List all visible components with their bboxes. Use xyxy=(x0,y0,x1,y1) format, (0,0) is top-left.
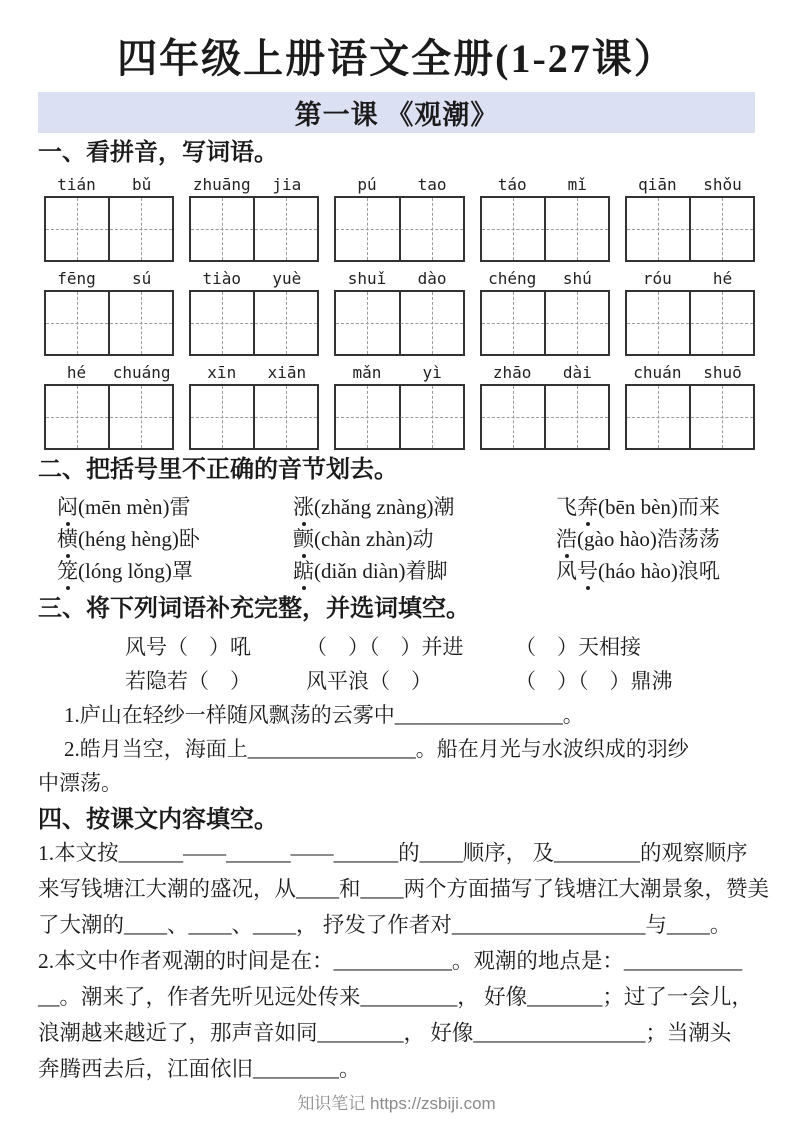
writing-grid-box xyxy=(625,384,755,450)
pinyin-label: fēng xyxy=(57,269,96,288)
syllable-row xyxy=(57,555,755,587)
grid-cell xyxy=(108,386,172,448)
pinyin-label: dào xyxy=(417,269,447,288)
grid-cell xyxy=(399,292,463,354)
grid-cell xyxy=(627,292,689,354)
grid-cell xyxy=(191,386,253,448)
grid-cell xyxy=(689,386,753,448)
emphasized-char: 涨 xyxy=(293,491,314,523)
section1-heading: 一、看拼音，写词语。 xyxy=(38,140,278,166)
pinyin-label: qiān xyxy=(638,175,677,194)
question-line: 了大潮的____、____、____， 抒发了作者对__________________与____。 xyxy=(38,913,732,937)
completion-phrase: （ ）（ ）并进 xyxy=(306,635,464,659)
writing-grid-box xyxy=(44,384,174,450)
grid-cell xyxy=(544,292,608,354)
grid-cell xyxy=(191,292,253,354)
syllable-item: 涨(zhǎng znàng)潮 xyxy=(293,491,556,523)
pinyin-label: dài xyxy=(562,363,592,382)
pinyin-word-box xyxy=(44,267,174,356)
section4-heading: 四、按课文内容填空。 xyxy=(38,807,278,833)
grid-cell xyxy=(253,198,317,260)
pinyin-label: hé xyxy=(712,269,733,288)
grid-cell xyxy=(482,198,544,260)
pinyin-word-box xyxy=(334,361,464,450)
section-word-completion xyxy=(38,595,755,800)
pinyin-label: jia xyxy=(272,175,302,194)
pinyin-word-box xyxy=(625,173,755,262)
pinyin-word-box xyxy=(189,267,319,356)
section-syllable-choice xyxy=(38,456,755,587)
pinyin-word-box xyxy=(480,173,610,262)
pinyin-label: chuáng xyxy=(112,363,171,382)
syllable-item: 横(héng hèng)卧 xyxy=(57,523,293,555)
grid-cell xyxy=(46,386,108,448)
syllable-row xyxy=(57,491,755,523)
question-line: 奔腾西去后，江面依旧________。 xyxy=(38,1057,361,1081)
completion-phrase: 若隐若（ ） xyxy=(125,669,251,693)
writing-grid-box xyxy=(189,290,319,356)
writing-grid-box xyxy=(189,196,319,262)
pinyin-label: yì xyxy=(422,363,442,382)
syllable-item: 浩(gào hào)浩荡荡 xyxy=(556,523,720,555)
question-line: 1.本文按______——______——______的____顺序， 及________的观察顺序 xyxy=(38,841,748,865)
sentence-line: 1.庐山在轻纱一样随风飘荡的云雾中________________。 xyxy=(64,703,584,727)
grid-cell xyxy=(336,386,398,448)
question-line: 来写钱塘江大潮的盛况，从____和____两个方面描写了钱塘江大潮景象，赞美 xyxy=(38,877,770,901)
writing-grid-box xyxy=(625,196,755,262)
pinyin-label: róu xyxy=(642,269,672,288)
emphasized-char: 踮 xyxy=(293,555,314,587)
pinyin-grid-row xyxy=(44,173,755,262)
pinyin-label: tián xyxy=(57,175,96,194)
pinyin-label: hé xyxy=(66,363,87,382)
completion-phrase: 风平浪（ ） xyxy=(306,669,432,693)
pinyin-grid-row xyxy=(44,267,755,356)
pinyin-label: zhāo xyxy=(492,363,532,382)
pinyin-word-box xyxy=(44,173,174,262)
pinyin-label: xīn xyxy=(207,363,237,382)
syllable-row xyxy=(57,523,755,555)
section-pinyin xyxy=(38,139,755,450)
grid-cell xyxy=(108,198,172,260)
pinyin-label: yuè xyxy=(272,269,302,288)
grid-cell xyxy=(399,198,463,260)
grid-cell xyxy=(689,292,753,354)
syllable-item: 风号(háo hào)浪吼 xyxy=(556,555,720,587)
pinyin-word-box xyxy=(625,267,755,356)
syllable-item: 颤(chàn zhàn)动 xyxy=(293,523,556,555)
pinyin-label: mǎn xyxy=(352,363,382,382)
grid-cell xyxy=(482,292,544,354)
pinyin-label: sú xyxy=(132,269,152,288)
emphasized-char: 笼 xyxy=(57,555,78,587)
section2-heading: 二、把括号里不正确的音节划去。 xyxy=(38,457,398,483)
syllable-item: 飞奔(bēn bèn)而来 xyxy=(556,491,720,523)
footer-text: 知识笔记 https://zsbiji.com xyxy=(297,1094,496,1113)
completion-row xyxy=(125,664,755,698)
emphasized-char: 浩 xyxy=(556,523,577,555)
grid-cell xyxy=(399,386,463,448)
pinyin-word-box xyxy=(189,173,319,262)
section-text-fill xyxy=(38,806,770,1087)
grid-cell xyxy=(544,386,608,448)
question-line: __。潮来了，作者先听见远处传来_________， 好像_______；过了一会儿， xyxy=(38,985,753,1009)
writing-grid-box xyxy=(480,290,610,356)
question-line: 浪潮越来越近了，那声音如同________， 好像________________；当潮头 xyxy=(38,1021,732,1045)
pinyin-word-box xyxy=(334,267,464,356)
writing-grid-box xyxy=(334,290,464,356)
pinyin-label: shú xyxy=(562,269,592,288)
pinyin-label: chéng xyxy=(488,269,537,288)
writing-grid-box xyxy=(44,196,174,262)
pinyin-label: shǒu xyxy=(703,175,742,194)
completion-phrase: （ ）（ ）鼎沸 xyxy=(515,669,673,693)
pinyin-label: xiān xyxy=(267,363,307,382)
completion-row xyxy=(125,630,755,664)
writing-grid-box xyxy=(334,384,464,450)
writing-grid-box xyxy=(480,196,610,262)
grid-cell xyxy=(253,292,317,354)
syllable-item: 闷(mēn mèn)雷 xyxy=(57,491,293,523)
grid-cell xyxy=(46,198,108,260)
pinyin-label: shuǐ xyxy=(347,269,387,288)
pinyin-label: shuō xyxy=(703,363,742,382)
pinyin-word-box xyxy=(189,361,319,450)
pinyin-label: mǐ xyxy=(567,175,587,194)
syllable-items xyxy=(57,491,755,587)
pinyin-grid-area xyxy=(44,173,755,450)
pinyin-label: táo xyxy=(497,175,527,194)
pinyin-label: tiào xyxy=(202,269,242,288)
pinyin-word-box xyxy=(480,361,610,450)
grid-cell xyxy=(191,198,253,260)
pinyin-word-box xyxy=(625,361,755,450)
writing-grid-box xyxy=(625,290,755,356)
emphasized-char: 颤 xyxy=(293,523,314,555)
completion-phrase: 风号（ ）吼 xyxy=(125,635,251,659)
completion-rows xyxy=(125,630,755,698)
syllable-item: 笼(lóng lǒng)罩 xyxy=(57,555,293,587)
writing-grid-box xyxy=(480,384,610,450)
question-line: 2.本文中作者观潮的时间是在：___________。观潮的地点是：___________ xyxy=(38,949,743,973)
writing-grid-box xyxy=(334,196,464,262)
grid-cell xyxy=(544,198,608,260)
lesson-banner xyxy=(38,92,755,133)
pinyin-label: chuán xyxy=(633,363,682,382)
grid-cell xyxy=(108,292,172,354)
pinyin-label: tao xyxy=(417,175,447,194)
emphasized-char: 闷 xyxy=(57,491,78,523)
grid-cell xyxy=(336,198,398,260)
sentence-line: 2.皓月当空，海面上________________。船在月光与水波织成的羽纱 xyxy=(64,737,689,761)
syllable-item: 踮(diǎn diàn)着脚 xyxy=(293,555,556,587)
pinyin-label: pú xyxy=(357,175,377,194)
emphasized-char: 奔 xyxy=(577,491,598,523)
pinyin-word-box xyxy=(44,361,174,450)
grid-cell xyxy=(46,292,108,354)
writing-grid-box xyxy=(189,384,319,450)
grid-cell xyxy=(482,386,544,448)
grid-cell xyxy=(627,198,689,260)
emphasized-char: 横 xyxy=(57,523,78,555)
grid-cell xyxy=(627,386,689,448)
emphasized-char: 号 xyxy=(577,555,598,587)
section3-heading: 三、将下列词语补充完整，并选词填空。 xyxy=(38,596,470,622)
sentence-line: 中漂荡。 xyxy=(38,771,122,795)
lesson-banner-text: 第一课 《观潮》 xyxy=(294,100,499,130)
page-title: 四年级上册语文全册(1-27课） xyxy=(117,36,676,81)
completion-phrase: （ ）天相接 xyxy=(515,635,641,659)
grid-cell xyxy=(253,386,317,448)
grid-cell xyxy=(689,198,753,260)
pinyin-word-box xyxy=(480,267,610,356)
pinyin-word-box xyxy=(334,173,464,262)
pinyin-grid-row xyxy=(44,361,755,450)
pinyin-label: zhuāng xyxy=(192,175,251,194)
writing-grid-box xyxy=(44,290,174,356)
grid-cell xyxy=(336,292,398,354)
pinyin-label: bǔ xyxy=(132,175,152,194)
